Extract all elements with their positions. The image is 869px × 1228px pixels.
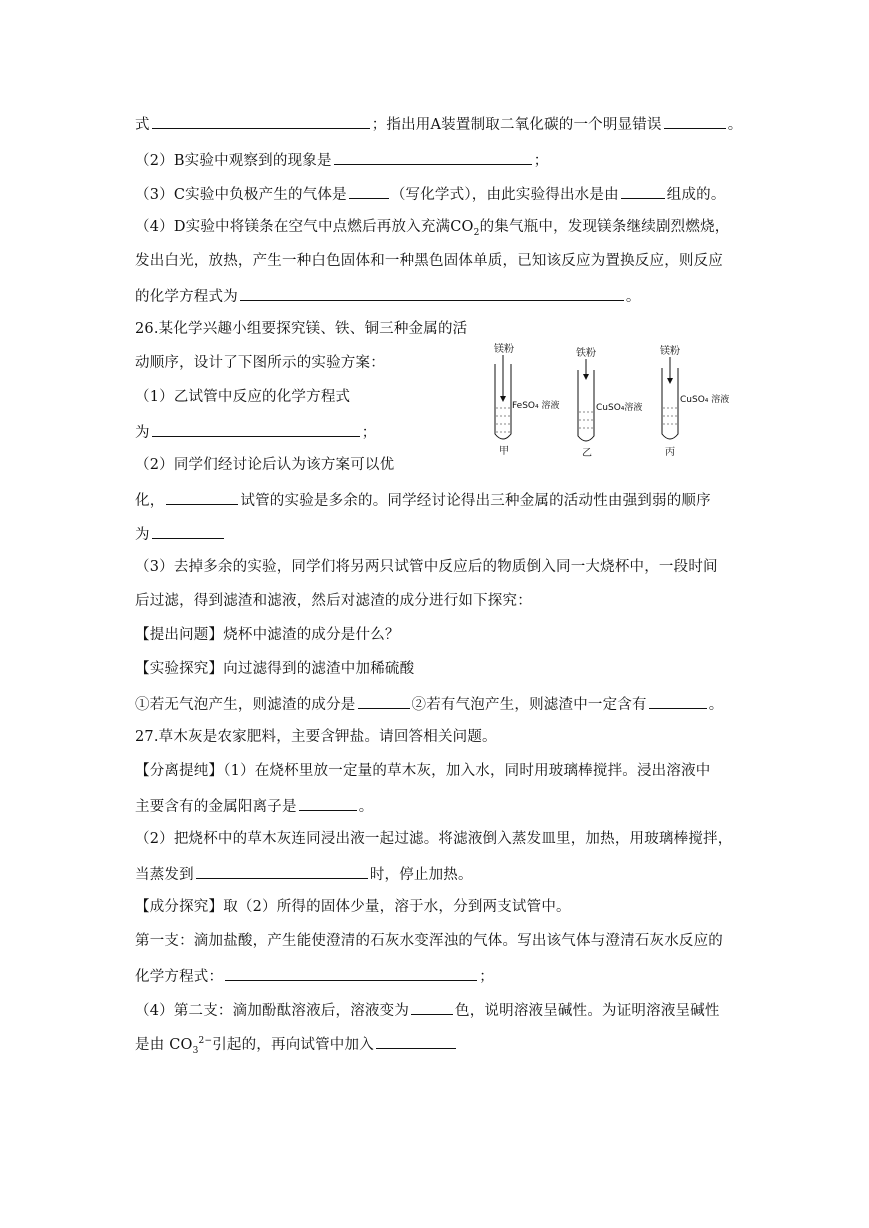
text: 当蒸发到 [135, 867, 194, 883]
text: 的化学方程式为 [135, 289, 238, 305]
test-tube-yi [576, 346, 642, 459]
tube1-reagent-label: 镁粉 [494, 344, 514, 355]
text: 引起的，再向试管中加入 [212, 1037, 374, 1053]
answer-blank[interactable] [621, 183, 665, 199]
text: 。 [708, 697, 724, 713]
q27-separation [135, 761, 710, 781]
answer-blank[interactable] [299, 795, 357, 811]
text: 化学方程式： [135, 969, 224, 985]
text: 试管的实验是多余的。同学经讨论得出三种金属的活动性由强到弱的顺序 [240, 493, 711, 509]
q27-part-4 [135, 999, 720, 1021]
text: ； [361, 425, 377, 441]
q27-tube-1: 第一支：滴加盐酸，产生能使澄清的石灰水变浑浊的气体。写出该气体与澄清石灰水反应的 [135, 933, 723, 949]
test-tube-jia [494, 342, 560, 457]
q27-part-4-line-2 [135, 1033, 458, 1055]
text: 。 [727, 117, 743, 133]
tube1-name: 甲 [499, 446, 509, 457]
answer-blank[interactable] [649, 693, 707, 709]
text: 为 [135, 425, 150, 441]
section-label: 【分离提纯】 [135, 763, 224, 779]
q25-part-4-line-3 [135, 285, 641, 307]
answer-blank[interactable] [664, 113, 726, 129]
answer-blank[interactable] [334, 149, 532, 165]
text: ； [479, 969, 494, 985]
text: 向过滤得到的滤渣中加稀硫酸 [223, 661, 415, 677]
test-tube-figure [490, 342, 750, 462]
text: 色，说明溶液呈碱性。为证明溶液呈碱性 [455, 1003, 720, 1019]
answer-blank[interactable] [240, 285, 624, 301]
text: （1）在烧杯里放一定量的草木灰，加入水，同时用玻璃棒搅拌。浸出溶液中 [223, 763, 711, 779]
text: ；指出用A装置制取二氧化碳的一个明显错误 [371, 117, 662, 133]
answer-blank[interactable] [349, 183, 389, 199]
q26-part-1: （1）乙试管中反应的化学方程式 [135, 389, 351, 405]
section-label: 【成分探究】 [135, 899, 224, 915]
text: （4）D实验中将镁条在空气中点燃后再放入充满CO [135, 219, 474, 235]
text: 组成的。 [666, 187, 726, 203]
tube1-solution-label: FeSO₄ 溶液 [512, 401, 560, 411]
superscript: 2− [198, 1036, 213, 1047]
q26-part-2-line-2 [135, 489, 711, 511]
q25-part-4 [135, 217, 729, 237]
tube3-name: 丙 [665, 447, 675, 458]
text: 。 [625, 289, 641, 305]
answer-blank[interactable] [411, 999, 453, 1015]
text: 主要含有的金属阳离子是 [135, 799, 297, 815]
q27-part-2: （2）把烧杯中的草木灰连同浸出液一起过滤。将滤液倒入蒸发皿里，加热，用玻璃棒搅拌， [135, 831, 733, 847]
q27-line-1: 27.草木灰是农家肥料，主要含钾盐。请回答相关问题。 [135, 729, 497, 745]
text: 化， [135, 493, 165, 509]
q26-line-2: 动顺序，设计了下图所示的实验方案： [135, 355, 385, 371]
text: 式 [135, 117, 150, 133]
answer-blank[interactable] [152, 421, 360, 437]
section-label: 【实验探究】 [135, 661, 224, 677]
answer-blank[interactable] [166, 489, 238, 505]
answer-blank[interactable] [376, 1033, 456, 1049]
answer-blank[interactable] [152, 113, 370, 129]
answer-blank[interactable] [225, 965, 477, 981]
tube3-solution-label: CuSO₄ 溶液 [680, 395, 730, 405]
tube2-reagent-label: 铁粉 [576, 348, 596, 359]
text: 。 [358, 799, 374, 815]
q26-part-2-line-3 [135, 523, 226, 545]
test-tube-bing [660, 344, 729, 458]
text: （写化学式），由此实验得出水是由 [390, 187, 619, 203]
tube2-name: 乙 [582, 448, 592, 459]
text: 取（2）所得的固体少量，溶于水，分到两支试管中。 [223, 899, 571, 915]
text: ①若无气泡产生，则滤渣的成分是 [135, 697, 356, 713]
text: 是由 CO [135, 1037, 193, 1053]
text: （2）B实验中观察到的现象是 [135, 153, 332, 169]
answer-blank[interactable] [358, 693, 410, 709]
q27-part-2-line-2 [135, 863, 473, 885]
text: （3）C实验中负极产生的气体是 [135, 187, 347, 203]
tube2-solution-label: CuSO₄溶液 [596, 403, 643, 413]
q27-separation-line-2 [135, 795, 373, 817]
q27-composition [135, 897, 571, 917]
q27-tube-1-line-2 [135, 965, 494, 987]
answer-blank[interactable] [152, 523, 224, 539]
subscript: 2 [473, 227, 480, 238]
q26-experiment-results [135, 693, 723, 715]
q26-part-2: （2）同学们经讨论后认为该方案可以优 [135, 457, 395, 473]
text: 为 [135, 527, 150, 543]
q26-part-3-line-2: 后过滤，得到滤渣和滤液，然后对滤渣的成分进行如下探究： [135, 593, 532, 609]
text: ②若有气泡产生，则滤渣中一定含有 [411, 697, 647, 713]
q26-line-1: 26.某化学兴趣小组要探究镁、铁、铜三种金属的活 [135, 321, 468, 337]
section-label: 【提出问题】 [135, 627, 224, 643]
text: 烧杯中滤渣的成分是什么？ [223, 627, 400, 643]
tube3-reagent-label: 镁粉 [660, 346, 680, 357]
q26-part-1-line-2 [135, 421, 376, 443]
answer-blank[interactable] [196, 863, 368, 879]
q25-part-3 [135, 183, 726, 205]
q25-line-1 [135, 113, 742, 135]
q26-raise-question [135, 625, 400, 645]
subscript: 3 [192, 1045, 199, 1056]
text: 的集气瓶中，发现镁条继续剧烈燃烧， [479, 219, 730, 235]
q26-part-3: （3）去掉多余的实验，同学们将另两只试管中反应后的物质倒入同一大烧杯中，一段时间 [135, 559, 718, 575]
q26-experiment [135, 659, 414, 679]
text: ； [533, 153, 549, 169]
text: 时，停止加热。 [369, 867, 473, 883]
q25-part-4-line-2: 发出白光，放热，产生一种白色固体和一种黑色固体单质，已知该反应为置换反应，则反应 [135, 253, 723, 269]
text: （4）第二支：滴加酚酞溶液后，溶液变为 [135, 1003, 410, 1019]
q25-part-2 [135, 149, 548, 171]
